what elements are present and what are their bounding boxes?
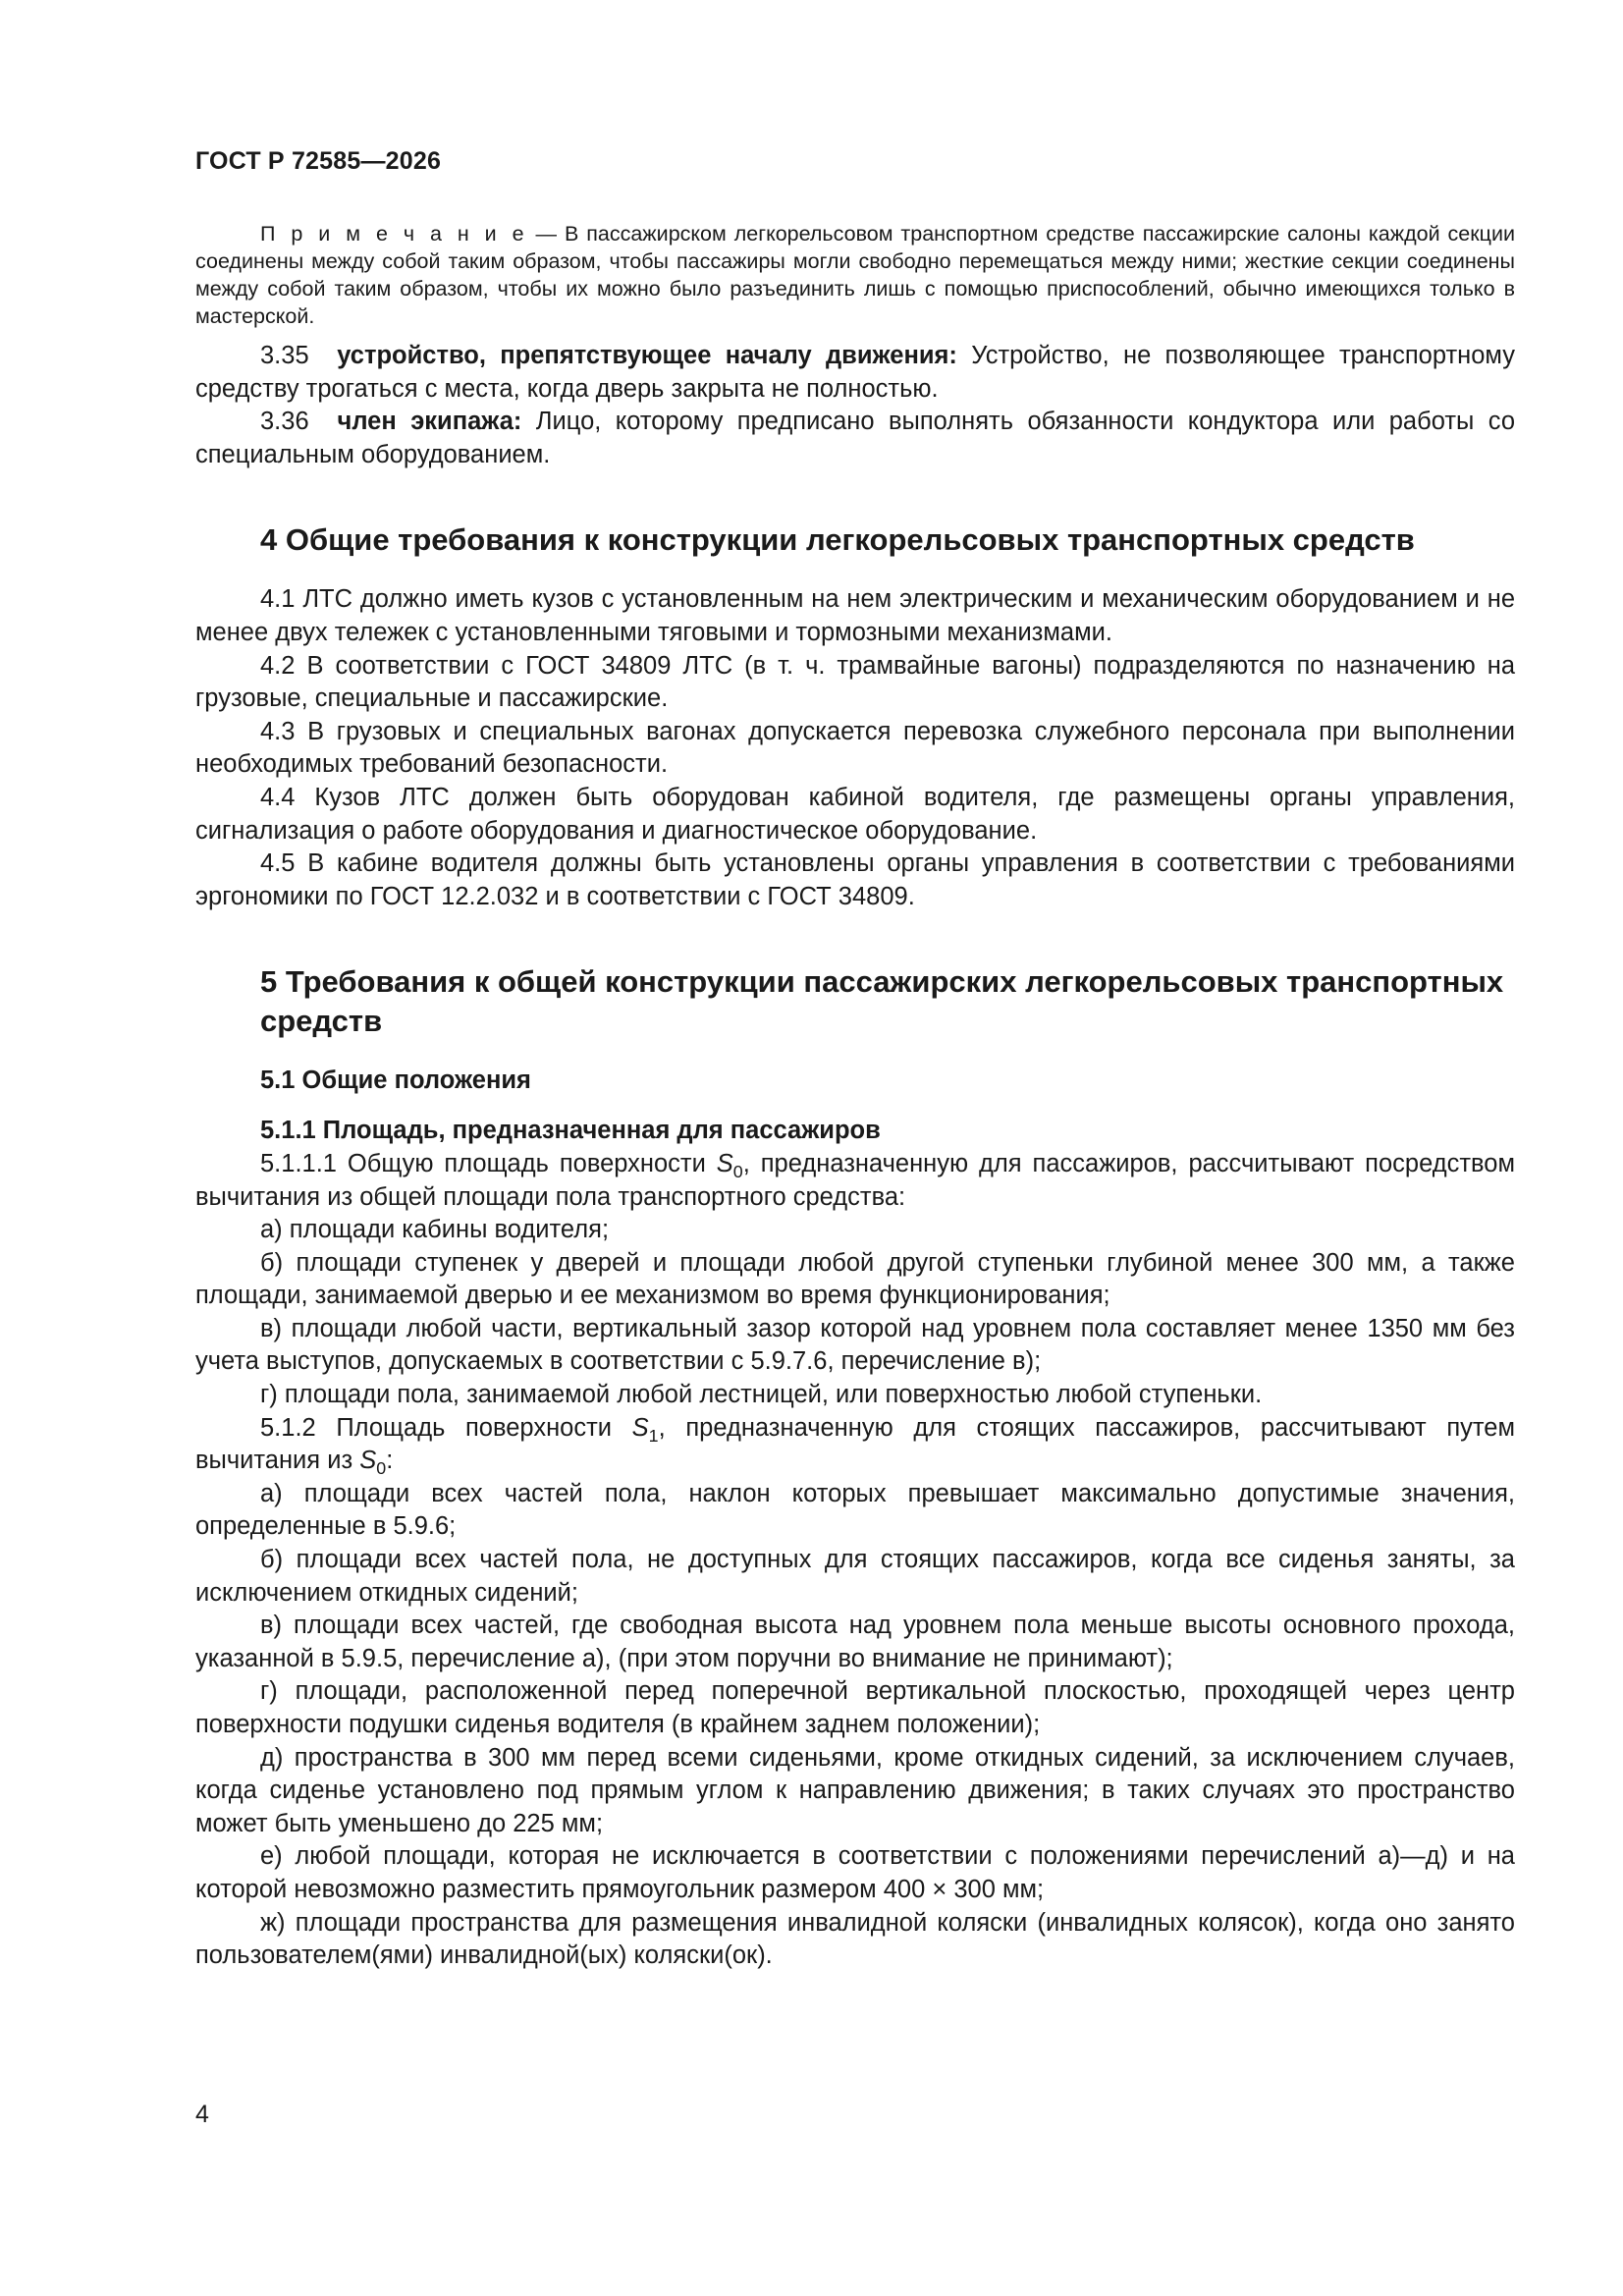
definition-term: член экипажа: (337, 408, 522, 436)
list-item: а) площади кабины водителя; (260, 1216, 610, 1244)
list-item: ж) площади пространства для размещения инвалидной коляски (инвалидных колясок), когда оно занято пользователем(ями) инвалидной(ых) коляски(ок). (195, 1908, 1515, 1970)
definition-3-35 (195, 340, 1515, 406)
note-label: П р и м е ч а н и е (260, 222, 528, 246)
variable-subscript: 0 (376, 1458, 387, 1479)
variable-subscript: 1 (648, 1425, 659, 1446)
clause-4-2: 4.2 В соответствии с ГОСТ 34809 ЛТС (в т. ч. трамвайные вагоны) подразделяются по назначению на грузовые, специальные и пассажирские. (195, 651, 1515, 713)
list-item: г) площади пола, занимаемой любой лестницей, или поверхностью любой ступеньки. (260, 1381, 1263, 1409)
subsection-5-1-heading: 5.1 Общие положения (260, 1066, 531, 1095)
clause-text: : (386, 1447, 394, 1475)
definition-3-36 (195, 406, 1515, 471)
note-text: — В пассажирском легкорельсовом транспортном средстве пассажирские салоны каждой секции соединены между собой таким образом, чтобы пассажиры могли свободно перемещаться между ними; жесткие секции соединены между собой таким образом, чтобы их можно было разъединить лишь с помощью приспособлений, обычно имеющихся только в мастерской. (195, 222, 1515, 328)
note-paragraph (195, 220, 1515, 330)
page-number: 4 (195, 2101, 209, 2128)
definition-number: 3.35 (260, 342, 309, 369)
page-content (195, 220, 1515, 1973)
clause-4-5: 4.5 В кабине водителя должны быть установлены органы управления в соответствии с требованиями эргономики по ГОСТ 12.2.032 и в соответствии с ГОСТ 34809. (195, 849, 1515, 910)
clause-text: , предназначенную для пассажиров, рассчитывают посредством вычитания из общей площади пола транспортного средства: (195, 1149, 1515, 1211)
clause-text: 5.1.1.1 Общую площадь поверхности (260, 1149, 717, 1177)
clause-5-1-2 (195, 1412, 1515, 1478)
list-item: д) пространства в 300 мм перед всеми сиденьями, кроме откидных сидений, за исключением случаев, когда сиденье установлено под прямым углом к направлению движения; в таких случаях это пространство может быть уменьшено до 225 мм; (195, 1743, 1515, 1837)
definition-text: Лицо, которому предписано выполнять обязанности кондуктора или работы со специальным оборудованием. (195, 408, 1515, 468)
clause-4-4: 4.4 Кузов ЛТС должен быть оборудован кабиной водителя, где размещены органы управления, сигнализация о работе оборудования и диагностическое оборудование. (195, 783, 1515, 845)
subsection-5-1-1-heading: 5.1.1 Площадь, предназначенная для пассажиров (260, 1117, 881, 1145)
list-item: г) площади, расположенной перед поперечной вертикальной плоскостью, проходящей через центр поверхности подушки сиденья водителя (в крайнем заднем положении); (195, 1677, 1515, 1738)
variable-subscript: 0 (732, 1161, 743, 1181)
variable-s: S (631, 1413, 649, 1442)
list-item: в) площади всех частей, где свободная высота над уровнем пола меньше высоты основного прохода, указанной в 5.9.5, перечисление а), (при этом поручни во внимание не принимают); (195, 1612, 1515, 1672)
definition-number: 3.36 (260, 408, 309, 436)
variable-s: S (359, 1447, 377, 1475)
clause-4-3: 4.3 В грузовых и специальных вагонах допускается перевозка служебного персонала при выполнении необходимых требований безопасности. (195, 717, 1515, 779)
definition-term: устройство, препятствующее началу движения: (337, 342, 957, 369)
section-4-heading: 4 Общие требования к конструкции легкорельсовых транспортных средств (260, 522, 1415, 558)
variable-s: S (716, 1149, 733, 1177)
list-item: а) площади всех частей пола, наклон которых превышает максимально допустимые значения, определенные в 5.9.6; (195, 1479, 1515, 1541)
list-item: в) площади любой части, вертикальный зазор которой над уровнем пола составляет менее 1350 мм без учета выступов, допускаемых в соответствии с 5.9.7.6, перечисление в); (195, 1314, 1515, 1376)
clause-text: , предназначенную для стоящих пассажиров, рассчитывают путем вычитания из (195, 1413, 1515, 1475)
section-5-heading: 5 Требования к общей конструкции пассажирских легкорельсовых транспортных средств (260, 964, 1504, 1039)
definition-text: Устройство, не позволяющее транспортному средству трогаться с места, когда дверь закрыта не полностью. (195, 342, 1515, 403)
list-item: б) площади всех частей пола, не доступных для стоящих пассажиров, когда все сиденья заняты, за исключением откидных сидений; (195, 1546, 1515, 1607)
clause-text: 5.1.2 Площадь поверхности (260, 1413, 632, 1442)
list-item: е) любой площади, которая не исключается в соответствии с положениями перечислений а)—д) и на которой невозможно разместить прямоугольник размером 400 × 300 мм; (195, 1842, 1515, 1903)
clause-4-1: 4.1 ЛТС должно иметь кузов с установленным на нем электрическим и механическим оборудованием и не менее двух тележек с установленными тяговыми и тормозными механизмами. (195, 585, 1515, 646)
clause-5-1-1-1 (195, 1148, 1515, 1214)
list-item: б) площади ступенек у дверей и площади любой другой ступеньки глубиной менее 300 мм, а также площади, занимаемой дверью и ее механизмом во время функционирования; (195, 1248, 1515, 1310)
document-code-header: ГОСТ Р 72585—2026 (195, 147, 442, 175)
